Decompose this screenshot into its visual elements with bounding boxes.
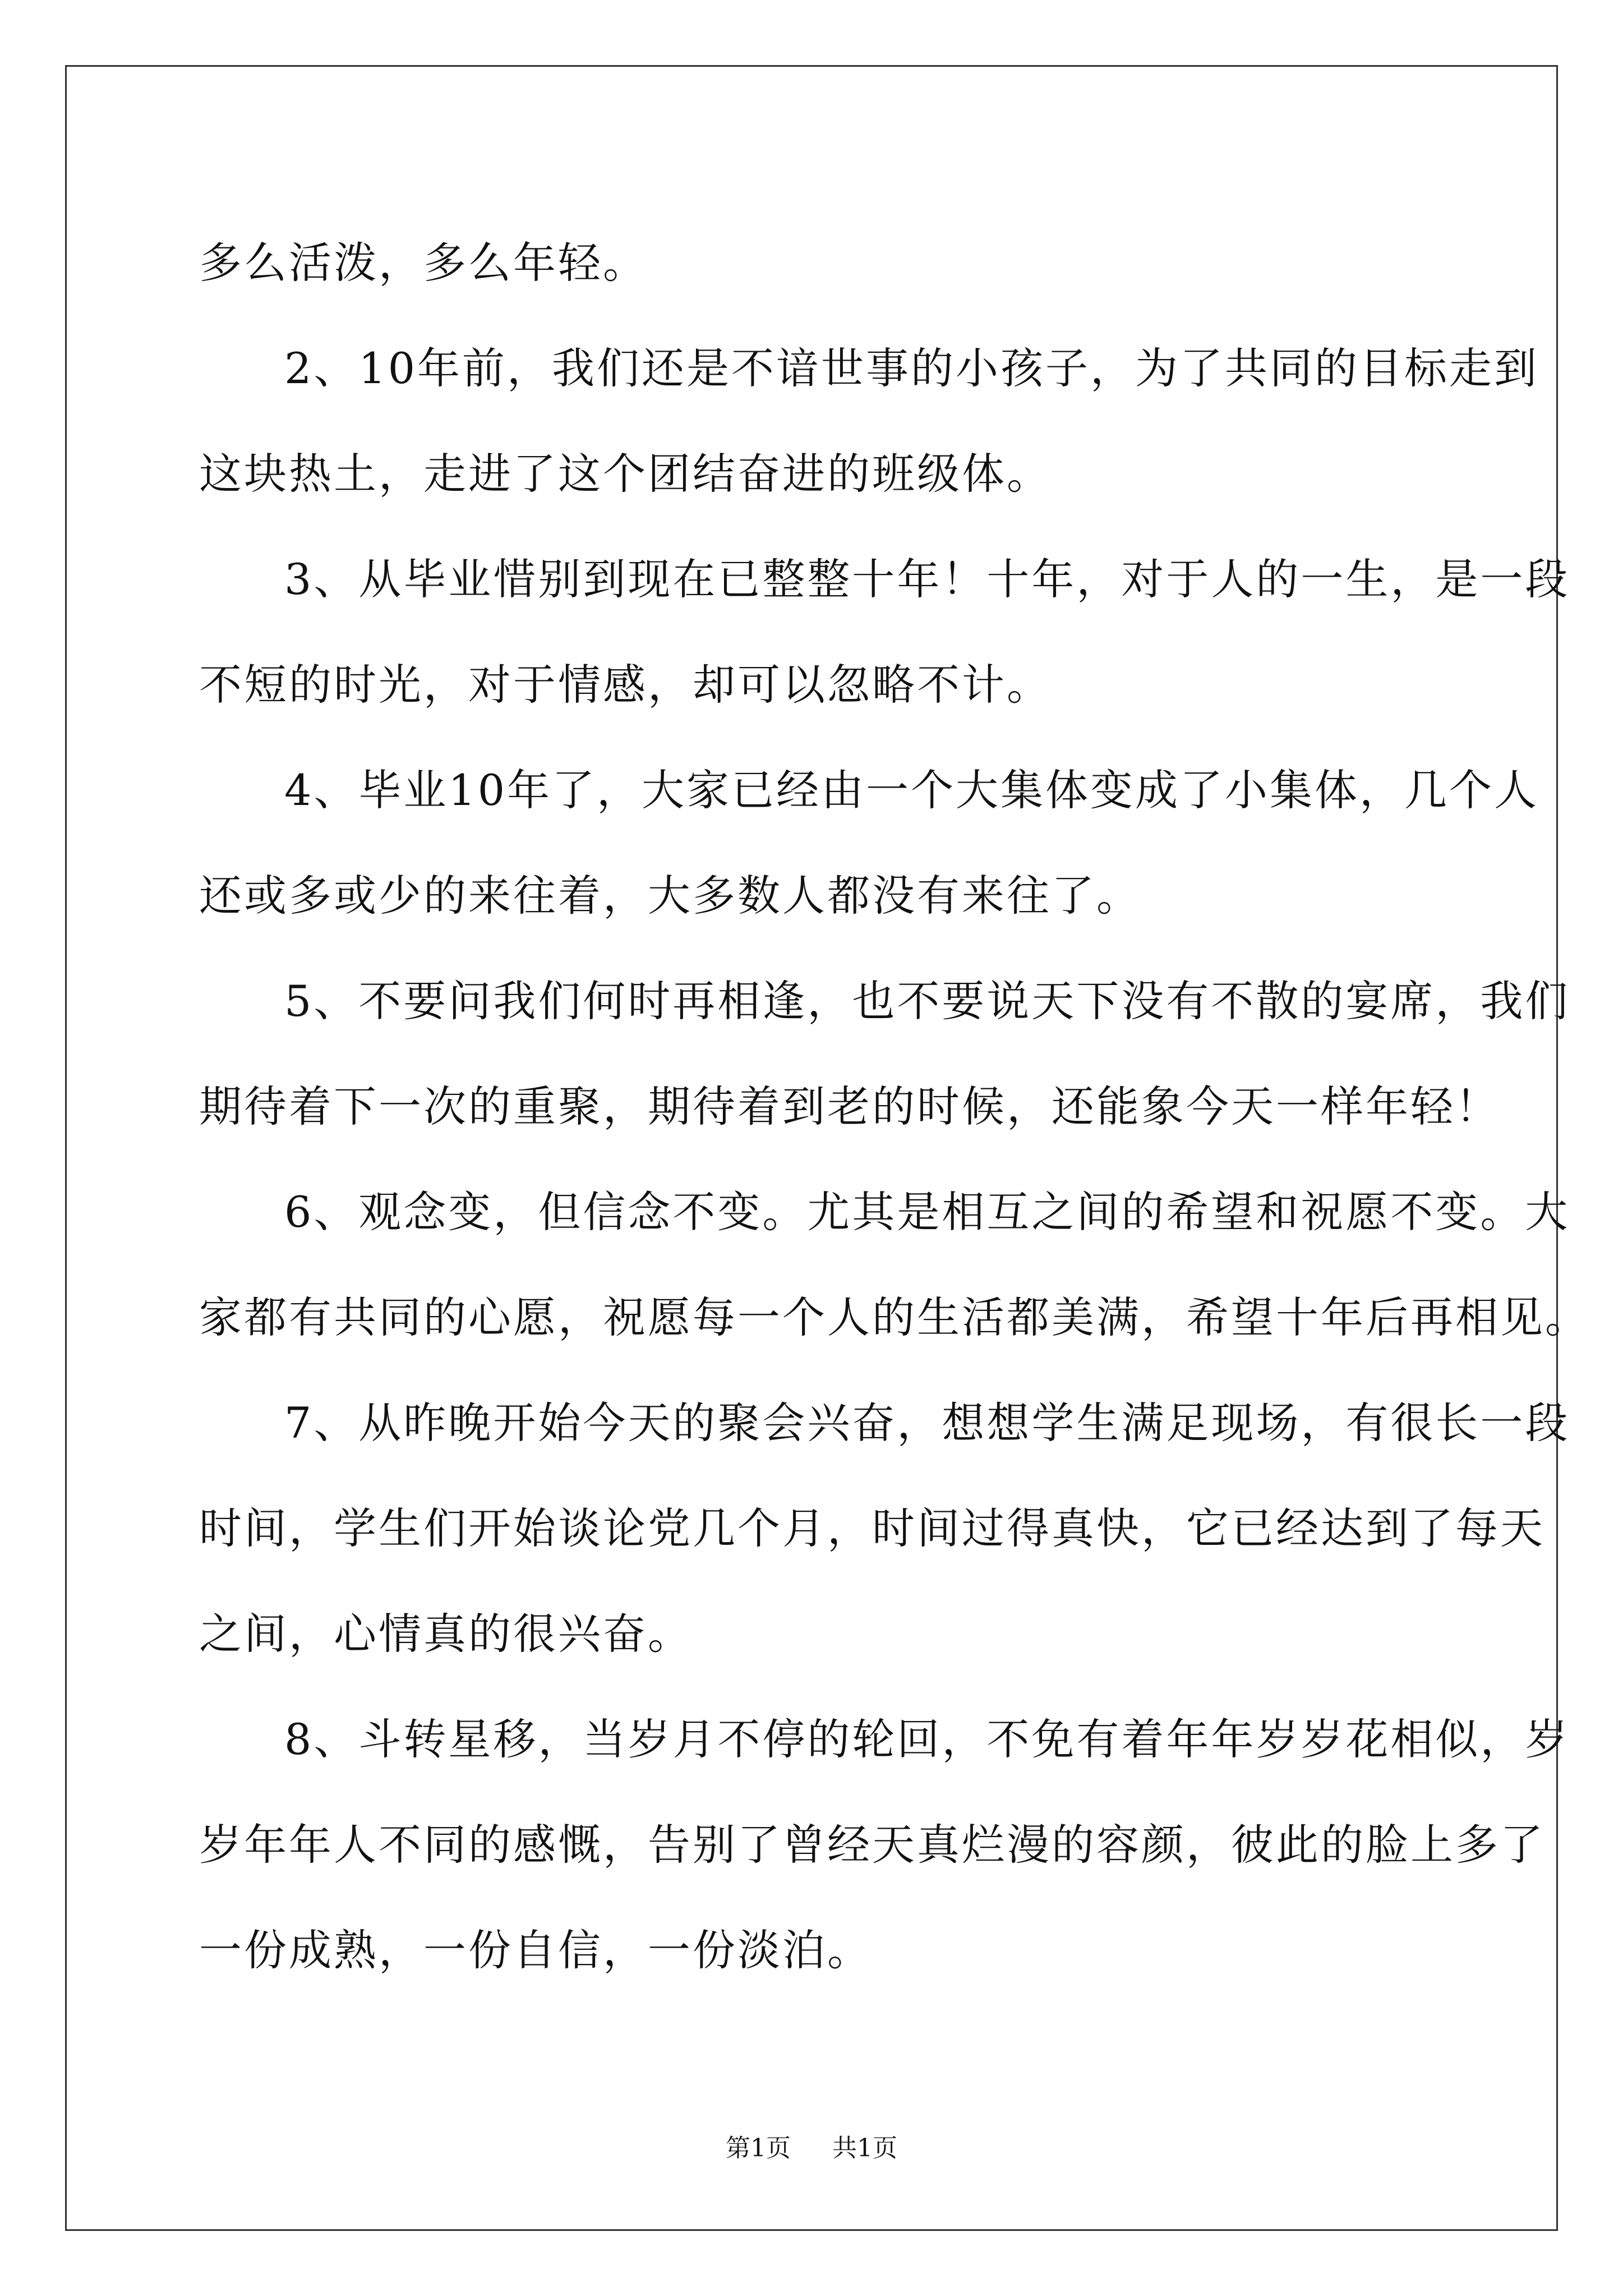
text-line: 期待着下一次的重聚，期待着到老的时候，还能象今天一样年轻！ [199, 1082, 1500, 1131]
text-line: 岁年年人不同的感慨，告别了曾经天真烂漫的容颜，彼此的脸上多了 [199, 1820, 1545, 1870]
text-line: 之间，心情真的很兴奋。 [199, 1609, 693, 1659]
text-line: 不短的时光，对于情感，却可以忽略不计。 [199, 660, 1052, 710]
text-line: 6、观念变，但信念不变。尤其是相互之间的希望和祝愿不变。大 [284, 1187, 1570, 1237]
text-line: 3、从毕业惜别到现在已整整十年！十年，对于人的一生，是一段 [284, 554, 1570, 604]
text-line: 4、毕业10年了，大家已经由一个大集体变成了小集体，几个人 [284, 765, 1539, 815]
text-line: 一份成熟，一份自信，一份淡泊。 [199, 1925, 872, 1975]
text-line: 多么活泼，多么年轻。 [199, 238, 648, 288]
text-line: 7、从昨晚开始今天的聚会兴奋，想想学生满足现场，有很长一段 [284, 1398, 1570, 1448]
text-line: 2、10年前，我们还是不谙世事的小孩子，为了共同的目标走到 [284, 343, 1539, 393]
text-line: 还或多或少的来往着，大多数人都没有来往了。 [199, 871, 1141, 921]
text-line: 家都有共同的心愿，祝愿每一个人的生活都美满，希望十年后再相见。 [199, 1292, 1590, 1342]
page-number-total: 共1页 [832, 2134, 897, 2162]
text-line: 这块热土，走进了这个团结奋进的班级体。 [199, 449, 1052, 499]
document-body [199, 210, 1590, 2003]
text-line: 5、不要问我们何时再相逢，也不要说天下没有不散的宴席，我们 [284, 976, 1570, 1026]
page-number-current: 第1页 [726, 2134, 791, 2162]
text-line: 8、斗转星移，当岁月不停的轮回，不免有着年年岁岁花相似，岁 [284, 1714, 1570, 1764]
text-line: 时间，学生们开始谈论党几个月，时间过得真快，它已经达到了每天 [199, 1503, 1545, 1553]
page-footer [0, 2132, 1623, 2165]
